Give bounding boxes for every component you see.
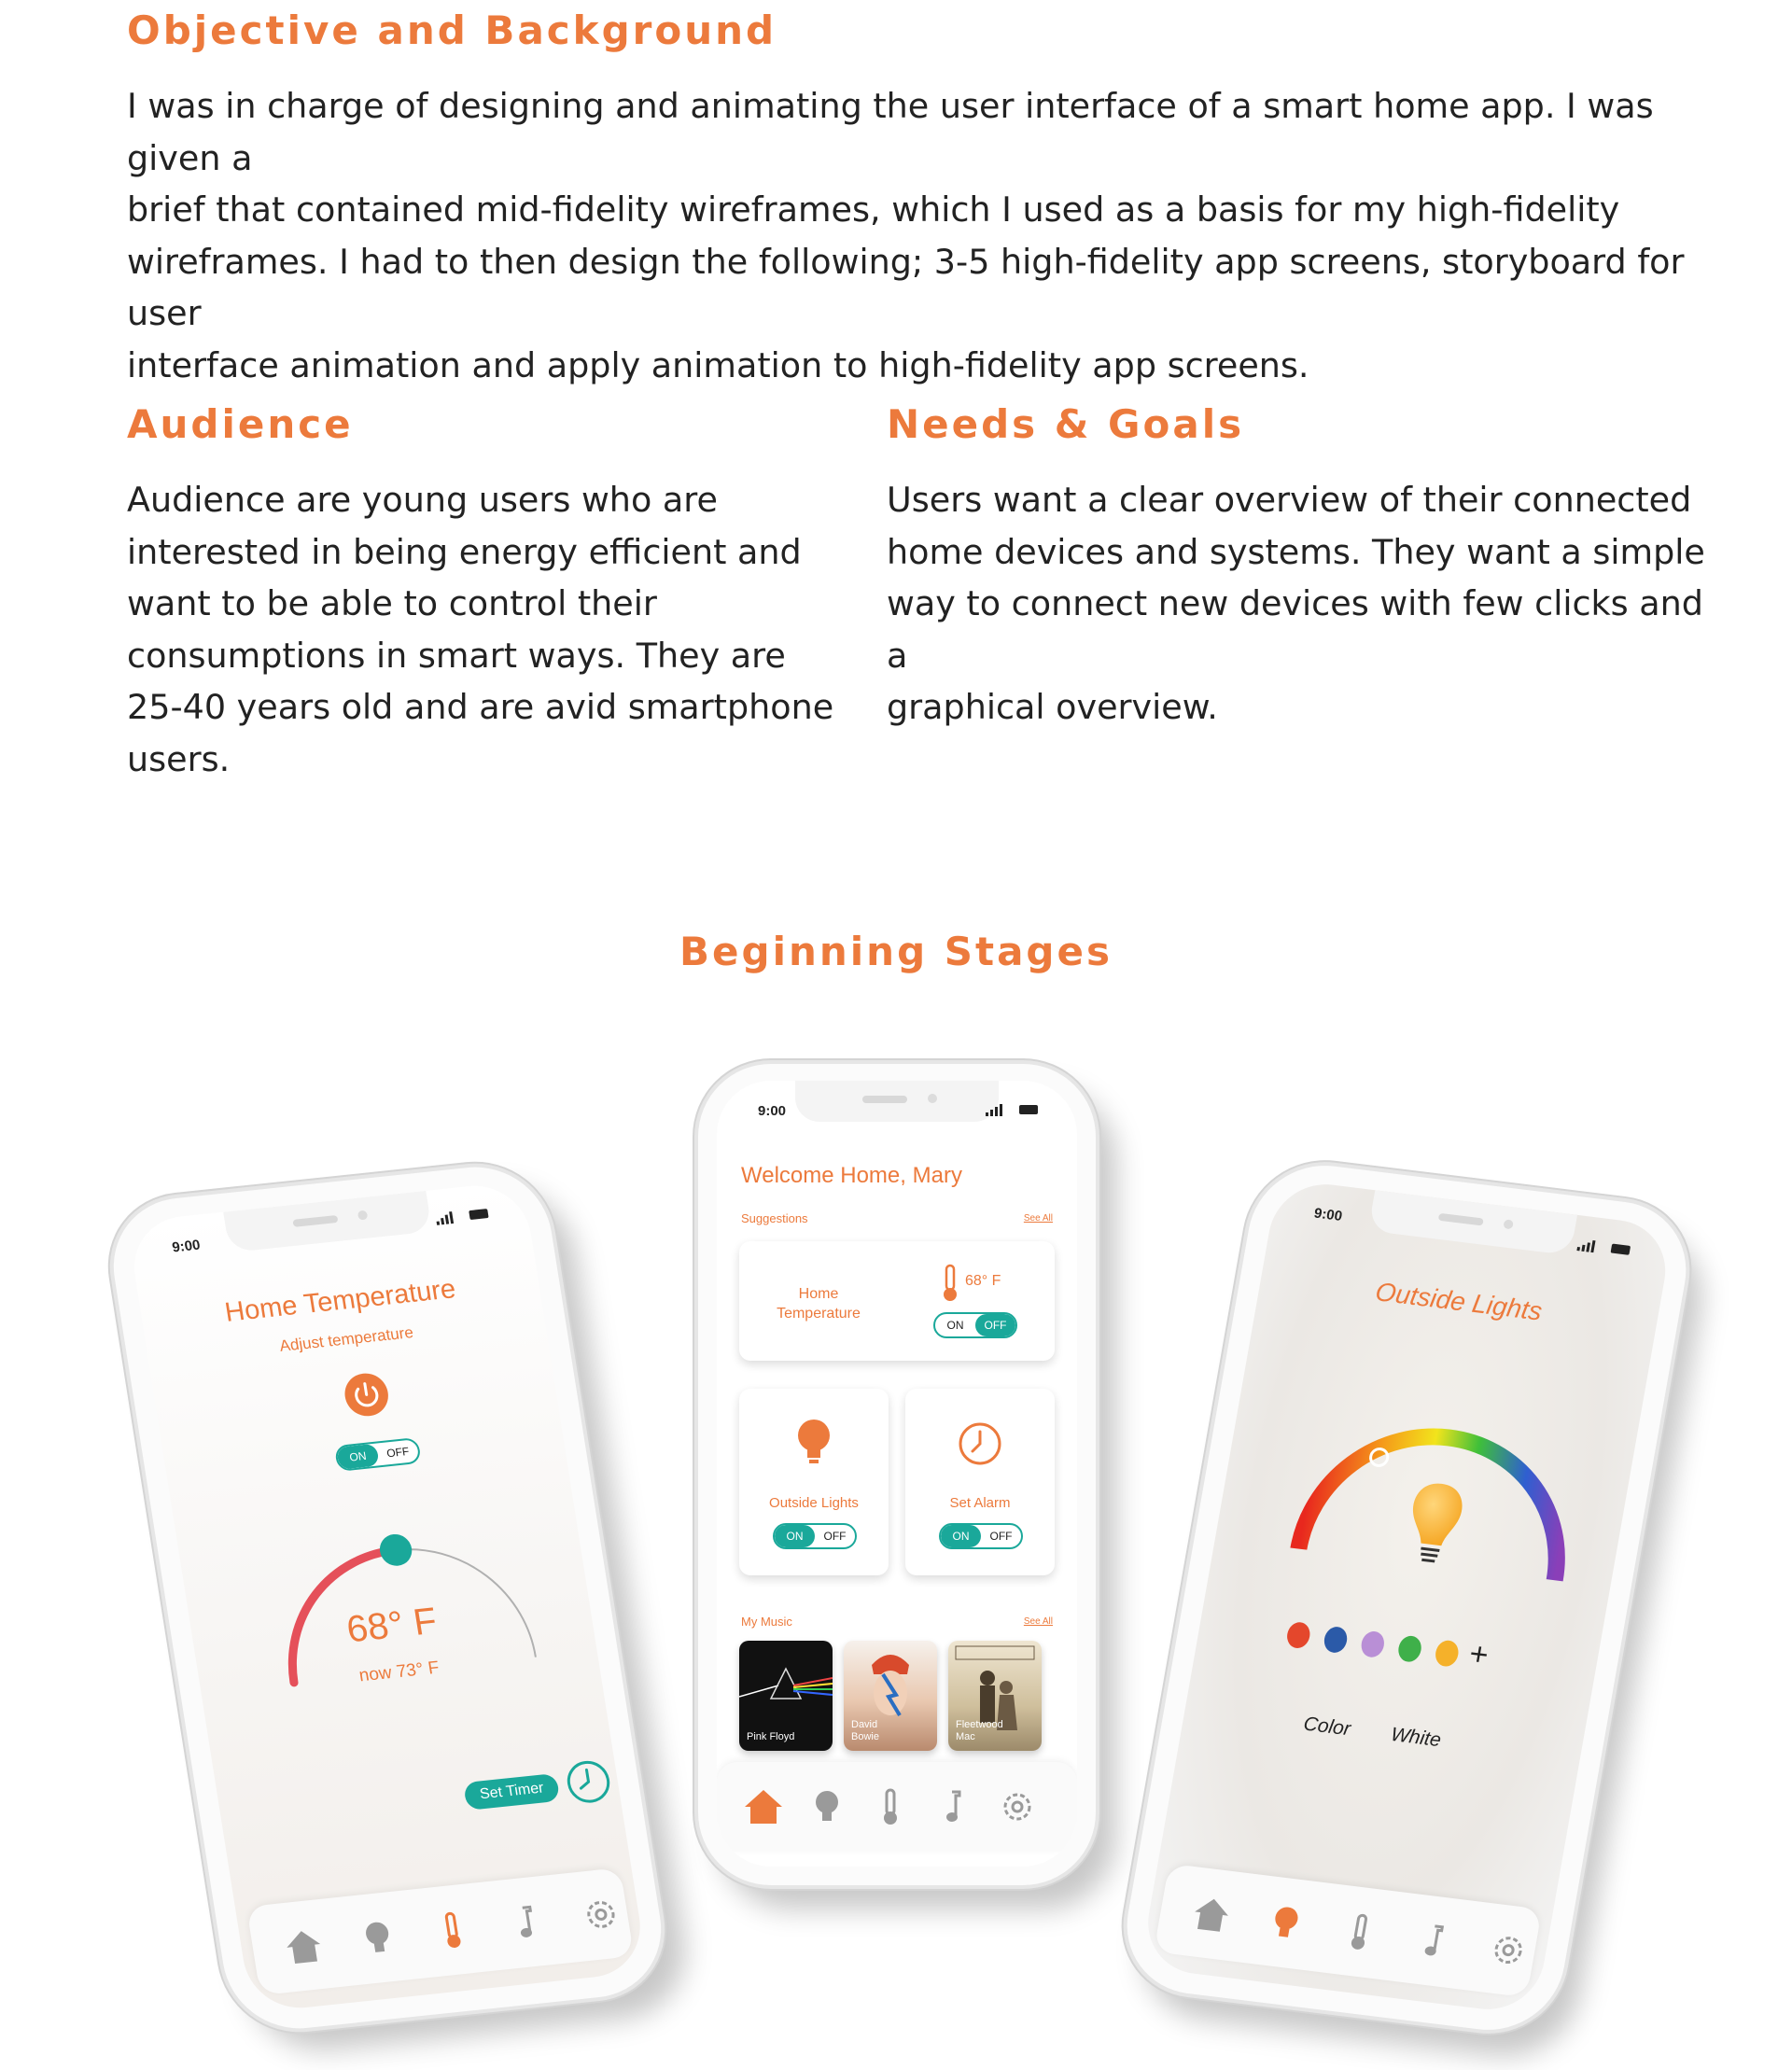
album-caption-line: Mac: [956, 1731, 975, 1742]
objective-paragraph: [127, 80, 1695, 391]
my-music-label: My Music: [741, 1615, 792, 1629]
temperature-value: 68° F: [343, 1600, 440, 1651]
album-tile[interactable]: [948, 1641, 1042, 1751]
phone-home-temperature: [104, 1160, 672, 2035]
swatch-red[interactable]: [1285, 1621, 1312, 1650]
card-label: Set Alarm: [949, 1495, 1011, 1511]
bulb-icon[interactable]: [1260, 1898, 1312, 1948]
album-caption: [956, 1719, 1003, 1743]
status-time: 9:00: [758, 1103, 787, 1119]
album-tile[interactable]: [739, 1641, 833, 1751]
gear-icon[interactable]: [995, 1784, 1040, 1829]
toggle-on-label: ON: [336, 1444, 380, 1470]
objective-line: brief that contained mid-fidelity wireframes, which I used as a basis for my high-fidelity: [127, 189, 1620, 230]
album-caption: [747, 1731, 794, 1743]
home-icon[interactable]: [278, 1922, 329, 1970]
toggle-off-label: OFF: [989, 1530, 1013, 1543]
alarm-toggle[interactable]: [939, 1523, 1023, 1549]
temperature-toggle[interactable]: [933, 1312, 1017, 1338]
clock-icon: [957, 1420, 1003, 1467]
color-swatches: [1285, 1621, 1568, 1683]
power-button[interactable]: [342, 1371, 391, 1418]
objective-heading: Objective and Background: [127, 7, 777, 53]
needs-goals-paragraph: [887, 474, 1727, 734]
audience-line: users.: [127, 738, 231, 779]
objective-line: I was in charge of designing and animating the user interface of a smart home app. I was given a: [127, 86, 1654, 178]
album-caption-line: David: [851, 1719, 878, 1730]
mode-white-tab[interactable]: White: [1389, 1724, 1443, 1752]
phone-outside-lights: [1115, 1157, 1697, 2038]
thermometer-icon[interactable]: [1334, 1908, 1386, 1957]
bulb-icon[interactable]: [352, 1913, 403, 1962]
swatch-green[interactable]: [1396, 1635, 1423, 1664]
swatch-blue[interactable]: [1323, 1626, 1350, 1655]
needs-line: graphical overview.: [887, 687, 1218, 727]
home-icon[interactable]: [1185, 1889, 1238, 1938]
toggle-off-label: OFF: [385, 1445, 411, 1461]
bottom-tab-bar: [246, 1867, 634, 1995]
toggle-on-label: ON: [941, 1525, 981, 1547]
audience-line: consumptions in smart ways. They are: [127, 635, 786, 676]
home-icon[interactable]: [741, 1784, 786, 1829]
beginning-stages-heading: Beginning Stages: [679, 929, 1113, 974]
clock-icon[interactable]: [562, 1756, 616, 1808]
screen-title: Outside Lights: [1373, 1277, 1545, 1326]
toggle-on-label: ON: [946, 1319, 964, 1332]
objective-line: wireframes. I had to then design the following; 3-5 high-fidelity app screens, storyboard for user: [127, 241, 1685, 333]
card-label: [767, 1284, 870, 1323]
album-caption-line: Bowie: [851, 1731, 879, 1742]
suggestions-see-all-link[interactable]: See All: [1023, 1213, 1053, 1224]
current-temperature: now 73° F: [357, 1657, 441, 1686]
audience-heading: Audience: [127, 401, 354, 447]
album-caption: [851, 1719, 879, 1743]
phone-dashboard: [698, 1064, 1096, 1885]
screen-title: Home Temperature: [222, 1274, 458, 1328]
card-label-line: Home: [798, 1286, 839, 1302]
phone-notch: [1368, 1190, 1577, 1255]
swatch-purple[interactable]: [1359, 1630, 1386, 1659]
music-icon[interactable]: [501, 1898, 553, 1947]
music-icon[interactable]: [1408, 1916, 1461, 1965]
card-label-line: Temperature: [777, 1306, 861, 1322]
power-icon: [342, 1371, 391, 1418]
phone-screen: [127, 1181, 648, 2013]
music-icon[interactable]: [931, 1784, 976, 1829]
status-icons: [1576, 1238, 1631, 1257]
toggle-on-label: ON: [775, 1525, 815, 1547]
phone-notch: [795, 1081, 999, 1122]
needs-line: way to connect new devices with few clicks and a: [887, 583, 1703, 676]
audience-paragraph: [127, 474, 855, 785]
audience-line: interested in being energy efficient and: [127, 531, 802, 572]
home-temperature-card[interactable]: [739, 1241, 1055, 1361]
needs-line: Users want a clear overview of their connected: [887, 480, 1692, 520]
status-time: 9:00: [1312, 1205, 1344, 1224]
bulb-icon[interactable]: [805, 1784, 849, 1829]
audience-line: want to be able to control their: [127, 583, 657, 623]
phone-notch: [223, 1191, 432, 1252]
mode-color-tab[interactable]: Color: [1301, 1713, 1352, 1741]
lights-toggle[interactable]: [773, 1523, 857, 1549]
set-timer-button[interactable]: Set Timer: [463, 1773, 561, 1811]
objective-line: interface animation and apply animation to high-fidelity app screens.: [127, 344, 1309, 385]
audience-line: 25-40 years old and are avid smartphone: [127, 687, 834, 727]
swatch-yellow[interactable]: [1434, 1639, 1461, 1668]
screen-subtitle: Adjust temperature: [278, 1323, 415, 1355]
power-toggle[interactable]: [334, 1437, 422, 1472]
needs-line: home devices and systems. They want a simple: [887, 531, 1705, 572]
thermometer-icon[interactable]: [868, 1784, 913, 1829]
outside-lights-card[interactable]: [739, 1389, 889, 1575]
bottom-tab-bar: [1154, 1864, 1542, 1998]
album-caption-line: Fleetwood: [956, 1719, 1003, 1730]
prism-artwork-icon: [739, 1641, 833, 1725]
status-time: 9:00: [171, 1237, 202, 1256]
music-see-all-link[interactable]: See All: [1023, 1616, 1053, 1627]
thermometer-icon: [939, 1264, 961, 1303]
set-alarm-card[interactable]: [905, 1389, 1055, 1575]
phone-screen: [1140, 1179, 1673, 2016]
phone-screen: [717, 1081, 1077, 1867]
card-label: Outside Lights: [769, 1495, 859, 1511]
status-icons: [986, 1103, 1038, 1116]
album-caption-line: Pink Floyd: [747, 1731, 795, 1742]
bulb-icon: [793, 1417, 834, 1471]
gear-icon[interactable]: [1482, 1925, 1534, 1975]
add-color-button[interactable]: +: [1466, 1635, 1491, 1673]
audience-line: Audience are young users who are: [127, 480, 718, 520]
album-tile[interactable]: [844, 1641, 937, 1751]
needs-goals-heading: Needs & Goals: [887, 401, 1245, 447]
toggle-off-label: OFF: [823, 1530, 847, 1543]
gear-icon[interactable]: [575, 1890, 626, 1938]
toggle-off-label: OFF: [975, 1314, 1015, 1336]
thermometer-icon[interactable]: [427, 1906, 478, 1954]
bottom-tab-bar: [717, 1762, 1077, 1852]
card-temperature-value: 68° F: [965, 1273, 1001, 1289]
welcome-greeting: Welcome Home, Mary: [741, 1163, 962, 1188]
status-icons: [435, 1207, 489, 1225]
suggestions-label: Suggestions: [741, 1211, 808, 1225]
